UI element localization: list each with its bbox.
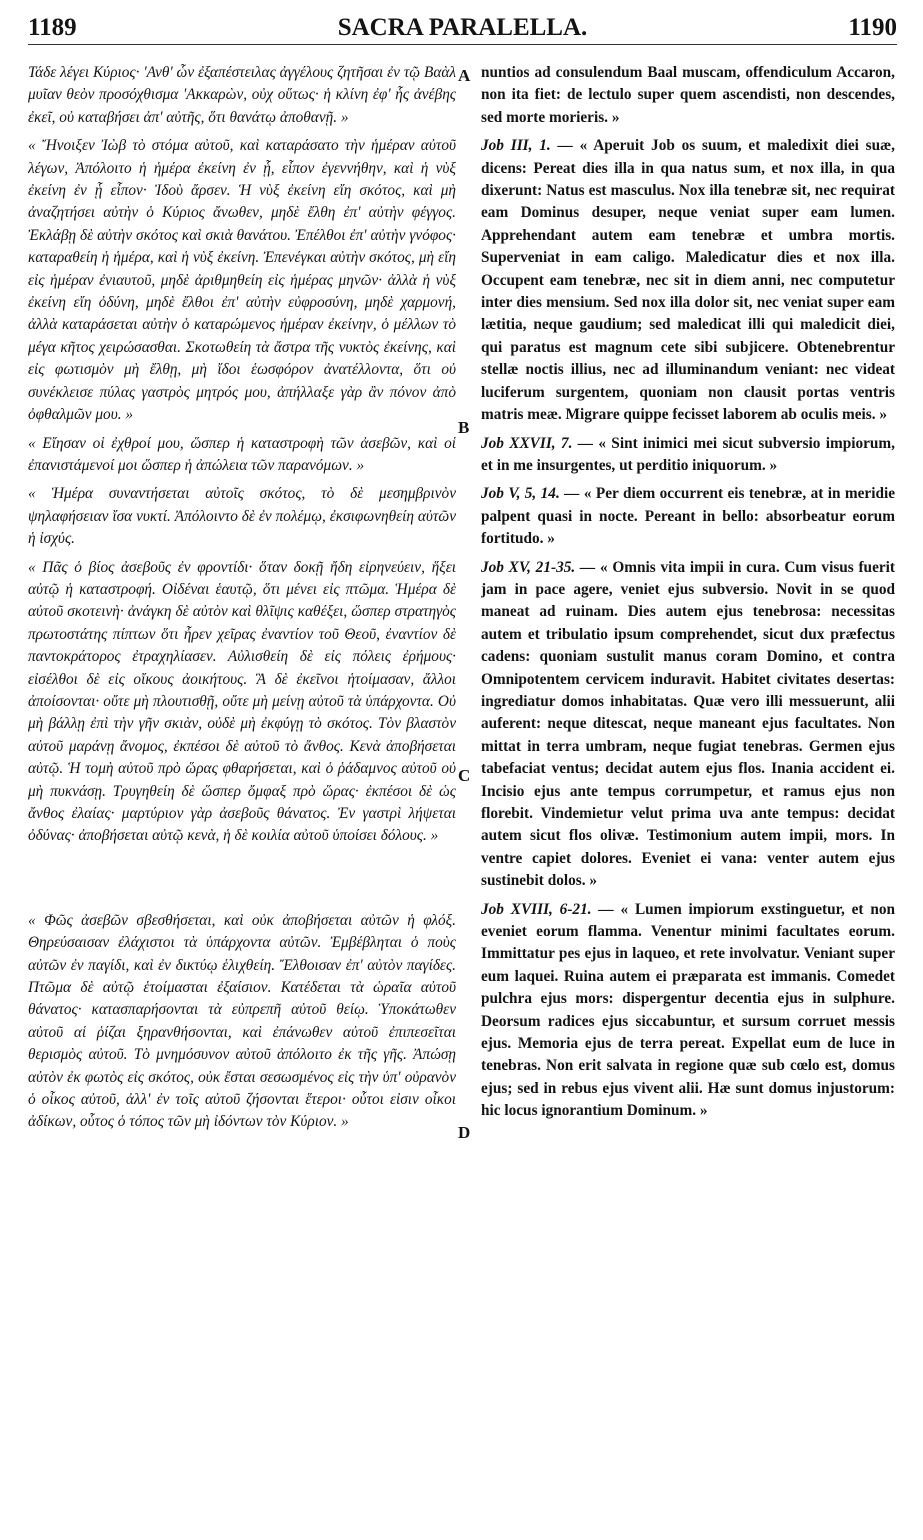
latin-text: « Aperuit Job os suum, et maledixit diei suæ, dicens: Pereat dies illa in qua natus sum, et nox illa, in qua dixerunt: Natus est masculus. Nox illa tenebræ sit, nec requirat eam Dominus desuper, neque veniat super eam lumen. Apprehendant autem eam tenebræ et umbra mortis. Superveniat in eam caligo. Maledicatur dies et nox illa. Occupent eam tenebræ, nec sit in diem anni, nec computetur inter dies mensium. Sed nox illa dolor sit, nec veniat super eam lætitia, neque gaudium; sed maledicat illi qui maledicit diei, qui paratus est magnum cete sibi subjicere. Obtenebrentur stellæ noctis illius, nec ad illuminandum veniant: nec videat luciferum surgentem, quoniam non clausit portas ventris matris meæ. Migrare quippe fecisset laborem ab oculis meis. »: [481, 137, 895, 424]
latin-text: « Lumen impiorum exstinguetur, et non eveniet eorum flamma. Venentur minimi facultates eorum. Immittatur pes ejus in laqueo, et rete involvatur. Veniant super eum laquei. Ruina autem ei præparata est immanis. Comedet pulchra ejus mors: dispergentur decentia ejus in sulphure. Deorsum radices ejus siccabuntur, et sursum corruet messis ejus. Memoria ejus de terra pereat. Expellat eum de luce in tenebras. Non erit salvata in regione quæ sub cœlo est, domus ejus; sed in rebus ejus vivent alii. Hæ sunt domus injustorum: hic locus ignorantium Dominum. »: [481, 900, 895, 1120]
greek-paragraph: Τάδε λέγει Κύριος· 'Ανθ' ὧν ἐξαπέστειλας ἀγγέλους ζητῆσαι ἐν τῷ Βαὰλ μυῖαν θεὸν προσόχθισμα 'Ακκαρὼν, οὐχ οὕτως· ἡ κλίνη ἐφ' ἧς ἀνέβης ἐκεῖ, οὐ καταβήσει ἀπ' αὐτῆς, ὅτι θανάτῳ ἀποθανῇ. »: [28, 64, 456, 126]
page-number-right: 1190: [848, 14, 897, 41]
column-marker-a: A: [458, 66, 471, 85]
greek-column: [28, 62, 456, 1532]
latin-entry: [481, 557, 895, 893]
latin-text: « Per diem occurrent eis tenebræ, at in meridie palpent quasi in nocte. Pereant in bello: absorbeatur eorum fortitudo. »: [481, 485, 895, 548]
column-marker-b: B: [458, 418, 470, 437]
latin-text: « Sint inimici mei sicut subversio impiorum, et in me insurgentes, ut perditio iniquorum. »: [481, 434, 895, 474]
latin-entry: [481, 483, 895, 550]
running-title: SACRA PARALELLA.: [337, 14, 588, 41]
running-head: [28, 14, 897, 45]
column-marker-c: C: [458, 766, 471, 785]
greek-paragraph: « Εἴησαν οἱ ἐχθροί μου, ὥσπερ ἡ καταστροφὴ τῶν ἀσεβῶν, καὶ οἱ ἐπανιστάμενοί μοι ὥσπερ ἡ ἀπώλεια τῶν παρανόμων. »: [28, 434, 456, 474]
latin-entry: [481, 899, 895, 1123]
greek-paragraph: « Φῶς ἀσεβῶν σβεσθήσεται, καὶ οὐκ ἀποβήσεται αὐτῶν ἡ φλόξ. Θηρεύσαισαν ἐλάχιστοι τὰ ὑπάρχοντα αὐτῶν. Ἐμβέβληται ὁ ποὺς αὐτῶν ἐν παγίδι, καὶ ἐν δικτύῳ ἑλιχθείη. Ἔλθοισαν ἐπ' αὐτὸν παγίδες. Πτῶμα δὲ αὐτῷ ἑτοίμασται ἐξαίσιον. Κατέδεται τὰ ὡραῖα αὐτοῦ θάνατος· κατασπαρήσονται τὰ εὐπρεπῆ αὐτοῦ θείῳ. Ὑποκάτωθεν αὐτοῦ αἱ ῥίζαι ξηρανθήσονται, καὶ ἐπάνωθεν αὐτοῦ ἐπιπεσεῖται θερισμὸς αὐτοῦ. Τὸ μνημόσυνον αὐτοῦ ἀπόλοιτο ἐκ τῆς γῆς. Ἀπώσῃ αὐτὸν ἐκ φωτὸς εἰς σκότος, οὐκ ἔσται σεσωσμένος εἰς τὴν ὑπ' οὐρανὸν ὁ οἶκος αὐτοῦ, ἀλλ' ἐν τοῖς αὐτοῦ ζήσονται ἕτεροι· οὗτοι εἰσιν οἶκοι ἀδίκων, οὗτος ὁ τόπος τῶν μὴ ἰδόντων τὸν Κύριον. »: [28, 911, 456, 1131]
latin-text: « Omnis vita impii in cura. Cum visus fuerit jam in pace agere, veniet ejus subversio. Novit in se quod maneat ad ruinam. Dies autem ejus tenebrosa: necessitas autem et tribulatio ipsum comprehendet, sicut dux præfectus cadens: quoniam sustulit manus coram Domino, et contra Omnipotentem cervicem induravit. Habitet civitates desertas: ingrediatur domos inhabitatas. Quæ vero illi messuerunt, alii auferent: neque ditescat, neque maneant ejus facultates. Non mittat in terra umbram, neque fugiat tenebras. Germen ejus tabefaciat ventus; decidat autem ejus flos. Inania accident ei. Incisio ejus ante tempus corrumpetur, et ramus ejus non florebit. Vindemietur velut prima uva ante tempus: decidat autem sicut flos olivæ. Testimonium autem impii, mors. In ventre capiet dolores. Eveniet ei vana: venter autem ejus sustinebit dolos. »: [481, 558, 895, 890]
scripture-reference: Job III, 1. —: [481, 137, 573, 155]
scripture-reference: Job XXVII, 7. —: [481, 434, 594, 452]
greek-paragraph: « Πᾶς ὁ βίος ἀσεβοῦς ἐν φροντίδι· ὅταν δοκῇ ἤδη εἰρηνεύειν, ἥξει αὐτῷ ἡ καταστροφή. Οἰδέναι ἑαυτῷ, ὅτι μένει εἰς πτῶμα. Ἡμέρα δὲ αὐτοῦ σκοτεινὴ· ἀνάγκη δὲ αὐτὸν καὶ θλῖψις καθέξει, ὥσπερ στρατηγὸς πρωτοστάτης πίπτων ὅτι ἦρεν χεῖρας ἐναντίον τοῦ Θεοῦ, ἐναντίον δὲ παντοκράτορος ἐτραχηλίασεν. Αὐλισθείη δὲ εἰς πόλεις ἐρήμους· εἰσέλθοι δὲ εἰς οἴκους ἀοικήτους. Ἃ δὲ ἐκεῖνοι ἡτοίμασαν, ἄλλοι ἀποίσονται· οὔτε μὴ πλουτισθῇ, οὔτε μὴ μείνῃ αὐτοῦ τὰ ὑπάρχοντα. Οὐ μὴ βάλλῃ ἐπὶ τὴν γῆν σκιὰν, οὐδὲ μὴ ἐκφύγῃ τὸ σκότος. Τὸν βλαστὸν αὐτοῦ μαράνῃ ἄνομος, ἐκπέσοι δὲ αὐτοῦ τὸ ἄνθος. Κενὰ ἀποβήσεται αὐτῷ. Ἡ τομὴ αὐτοῦ πρὸ ὥρας φθαρήσεται, καὶ ὁ ῥάδαμνος αὐτοῦ οὐ μὴ πυκνάσῃ. Τρυγηθείη δὲ ὥσπερ ὄμφαξ πρὸ ὥρας· ἐκπέσοι δὲ ὡς ἄνθος ἐλαίας· μαρτύριον γὰρ ἀσεβοῦς θάνατος. Ἐν γαστρὶ λήψεται ὀδύνας· ἀποβήσεται αὐτῷ κενὰ, ἡ δὲ κοιλία αὐτοῦ ὑποίσει δόλους. »: [28, 558, 456, 845]
greek-paragraph: « Ἡμέρα συναντήσεται αὐτοῖς σκότος, τὸ δὲ μεσημβρινὸν ψηλαφήσειαν ἴσα νυκτί. Ἀπόλοιντο δὲ ἐν πολέμῳ, ἐκσιφωνηθείη αὐτῶν ἡ ἰσχύς.: [28, 485, 456, 548]
greek-paragraph: « Ἤνοιξεν Ἰὼβ τὸ στόμα αὐτοῦ, καὶ καταράσατο τὴν ἡμέραν αὐτοῦ λέγων, Ἀπόλοιτο ἡ ἡμέρα ἐκείνη ἐν ᾗ, εἶπον ἐγεννήθην, καὶ ἡ νὺξ ἐκείνη ἐν ᾗ εἶπον· Ἰδοὺ ἄρσεν. Ἡ νὺξ ἐκείνη εἴη σκότος, καὶ μὴ ἀναζητήσει αὐτὴν ὁ Κύριος ἄνωθεν, μηδὲ ἔλθη ἐπ' αὐτὴν φέγγος. Ἐκλάβῃ δὲ αὐτὴν σκότος καὶ σκιὰ θανάτου. Ἐπέλθοι ἐπ' αὐτὴν γνόφος· καταραθείη ἡ ἡμέρα, καὶ ἡ νὺξ ἐκείνη. Ἐπενέγκαι αὐτὴν σκότος, μὴ εἴη εἰς ἡμέραν ἐνιαυτοῦ, μηδὲ ἀριθμηθείη εἰς ἡμέρας μηνῶν· ἀλλὰ ἡ νὺξ ἐκείνη εἴη ὀδύνη, μηδὲ ἔλθοι ἐπ' αὐτὴν εὐφροσύνη, μηδὲ χαρμονή, ἀλλὰ καταράσεται αὐτὴν ὁ καταρώμενος ἡμέραν ἐκείνην, ὁ μέλλων τὸ μέγα κῆτος χειρώσασθαι. Σκοτωθείη τὰ ἄστρα τῆς νυκτὸς ἐκείνης, καὶ εἰς φωτισμὸν μὴ ἔλθῃ, μὴ ἴδοι ἑωσφόρον ἀνατέλλοντα, ὅτι οὐ συνέκλεισε πύλας γαστρὸς μητρός μου, ἀπήλλαξε γὰρ ἂν πόνον ἀπὸ ὀφθαλμῶν μου. »: [28, 137, 456, 424]
latin-paragraph: nuntios ad consulendum Baal muscam, offendiculum Accaron, non ita fiet: de lectulo super quem ascendisti, non descendes, sed morte morieris. »: [481, 64, 895, 126]
scripture-reference: Job V, 5, 14. —: [481, 485, 580, 503]
scripture-reference: Job XVIII, 6-21. —: [481, 900, 614, 918]
latin-entry: [481, 135, 895, 426]
latin-entry: [481, 433, 895, 478]
page-number-left: 1189: [28, 14, 77, 41]
column-gap: [28, 854, 456, 910]
latin-column: [481, 62, 895, 1532]
column-marker-d: D: [458, 1123, 471, 1142]
scripture-reference: Job XV, 21-35. —: [481, 558, 596, 576]
